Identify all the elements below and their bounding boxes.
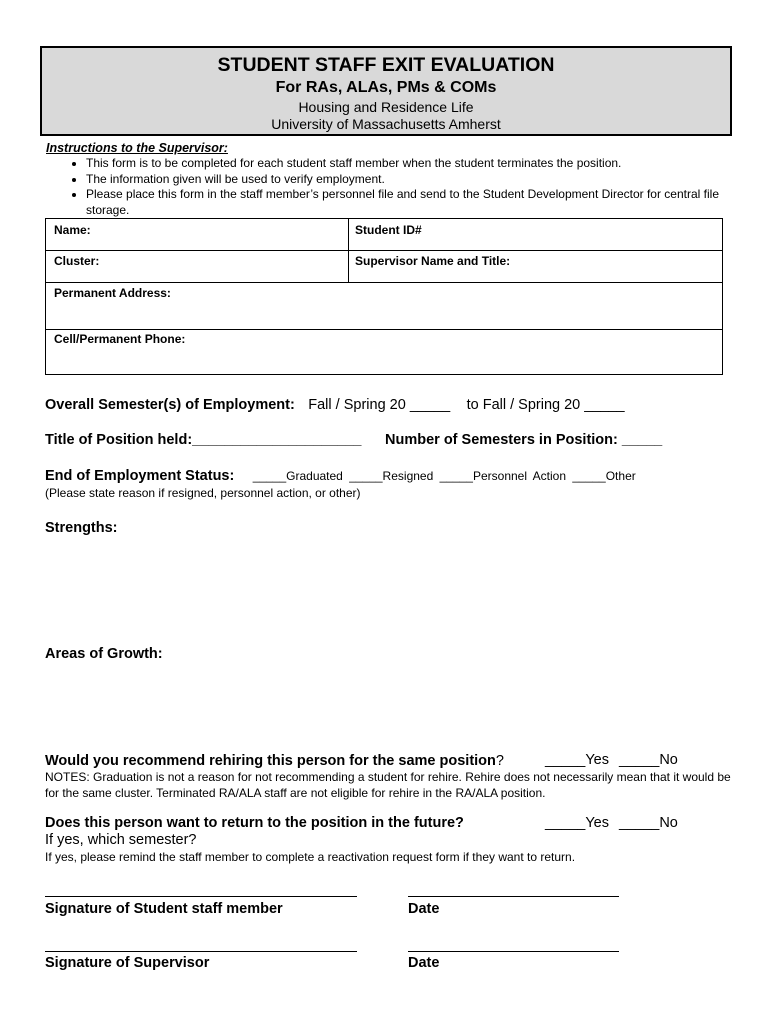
permanent-address-field[interactable]: Permanent Address: — [54, 286, 171, 300]
instruction-item: • This form is to be completed for each student staff member when the student terminates the position. — [86, 156, 746, 172]
return-question: Does this person want to return to the position in the future? — [45, 815, 464, 831]
instructions-list — [46, 156, 746, 218]
instruction-item: • The information given will be used to verify employment. — [86, 172, 746, 188]
employment-label: Overall Semester(s) of Employment: — [45, 397, 295, 413]
supervisor-name-field[interactable]: Supervisor Name and Title: — [355, 254, 511, 268]
instructions-heading: Instructions to the Supervisor: — [46, 141, 228, 155]
form-title: STUDENT STAFF EXIT EVALUATION — [217, 54, 555, 76]
rehire-question: Would you recommend rehiring this person for the same position — [45, 753, 496, 769]
position-title-field[interactable]: Title of Position held:_____________________ — [45, 432, 362, 448]
growth-label: Areas of Growth: — [45, 646, 163, 662]
rehire-row — [45, 752, 504, 770]
growth-area[interactable] — [45, 666, 725, 746]
return-reminder: If yes, please remind the staff member to complete a reactivation request form if they want to return. — [45, 850, 576, 864]
strengths-area[interactable] — [45, 540, 725, 640]
department-name: Housing and Residence Life — [298, 99, 474, 115]
supervisor-signature-line[interactable] — [45, 951, 357, 952]
employment-from-field[interactable]: Fall / Spring 20 _____ — [308, 397, 451, 413]
form-subtitle: For RAs, ALAs, PMs & COMs — [275, 79, 497, 96]
student-date-line[interactable] — [408, 896, 619, 897]
status-note: (Please state reason if resigned, personnel action, or other) — [45, 486, 361, 500]
supervisor-date-label: Date — [408, 955, 440, 971]
university-name: University of Massachusetts Amherst — [271, 116, 501, 132]
student-signature-line[interactable] — [45, 896, 357, 897]
rehire-notes: NOTES: Graduation is not a reason for not recommending a student for rehire. Rehire does not necessarily mean that it would be for the same cluster. Terminated RA/ALA staff are not eligible for rehire in the RA/ALA position. — [45, 770, 731, 800]
semesters-field[interactable]: Number of Semesters in Position: _____ — [385, 432, 663, 448]
rehire-question-mark: ? — [495, 753, 504, 769]
return-options[interactable]: _____Yes _____No — [545, 815, 678, 831]
student-date-label: Date — [408, 901, 440, 917]
status-row — [45, 467, 636, 485]
table-divider — [46, 250, 722, 251]
student-info-table — [45, 218, 723, 375]
name-field[interactable]: Name: — [54, 223, 91, 237]
table-divider — [46, 282, 722, 283]
return-followup: If yes, which semester? — [45, 832, 197, 848]
instruction-item: • Please place this form in the staff member’s personnel file and send to the Student Development Director for central file storage. — [86, 187, 746, 218]
status-options[interactable]: _____Graduated _____Resigned _____Personnel Action _____Other — [252, 469, 636, 483]
supervisor-date-line[interactable] — [408, 951, 619, 952]
table-divider — [348, 219, 349, 282]
cluster-field[interactable]: Cluster: — [54, 254, 100, 268]
status-label: End of Employment Status: — [45, 468, 235, 484]
student-id-field[interactable]: Student ID# — [355, 223, 422, 237]
student-signature-label: Signature of Student staff member — [45, 901, 283, 917]
table-divider — [46, 329, 722, 330]
employment-row — [45, 396, 625, 414]
supervisor-signature-label: Signature of Supervisor — [45, 955, 210, 971]
form-header — [40, 46, 732, 136]
employment-to-field[interactable]: to Fall / Spring 20 _____ — [466, 397, 625, 413]
rehire-options[interactable]: _____Yes _____No — [545, 752, 678, 768]
phone-field[interactable]: Cell/Permanent Phone: — [54, 332, 186, 346]
strengths-label: Strengths: — [45, 520, 118, 536]
